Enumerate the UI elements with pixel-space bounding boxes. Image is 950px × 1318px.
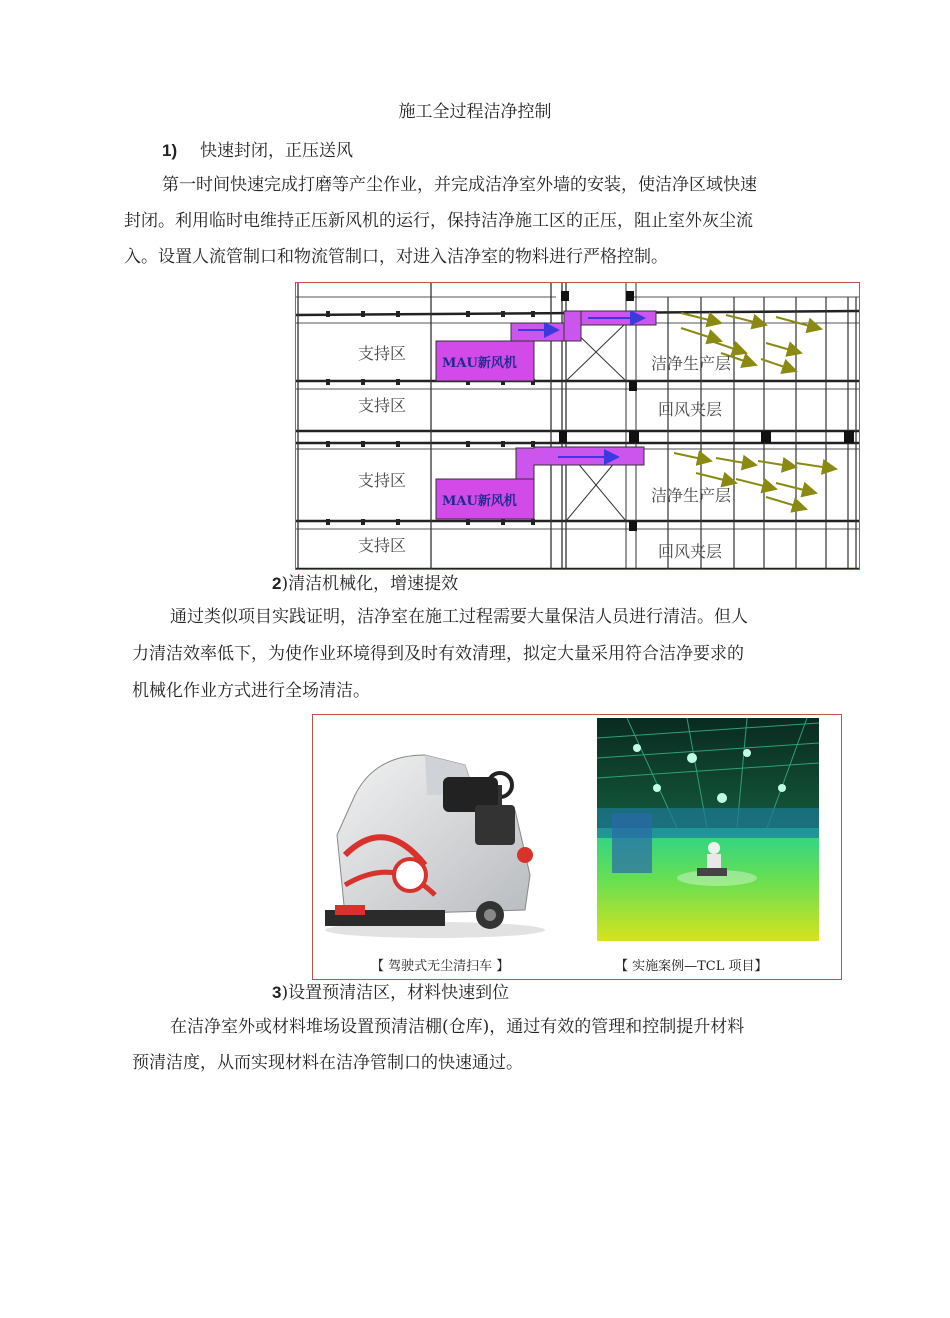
support-zone-label: 支持区	[358, 344, 407, 363]
left-photo-caption: 【 驾驶式无尘清扫车 】	[371, 959, 510, 974]
section-3-line: 在洁净室外或材料堆场设置预清洁棚(仓库)，通过有效的管理和控制提升材料	[170, 1017, 745, 1037]
clean-production-label: 洁净生产层	[651, 354, 732, 373]
section-3-number: 3	[272, 983, 282, 1002]
clean-production-label: 洁净生产层	[651, 486, 732, 505]
section-1-heading: 快速封闭，正压送风	[200, 141, 353, 161]
mau-label: MAU新风机	[442, 356, 517, 371]
right-photo-caption: 【 实施案例—TCL 项目】	[615, 959, 768, 974]
tcl-project-photo-svg	[597, 718, 819, 941]
section-1-line: 封闭。利用临时电维持正压新风机的运行，保持洁净施工区的正压，阻止室外灰尘流	[124, 211, 753, 231]
section-1-number: 1)	[162, 141, 178, 160]
section-2-line: 机械化作业方式进行全场清洁。	[132, 681, 370, 701]
section-1-line: 第一时间快速完成打磨等产尘作业，并完成洁净室外墙的安装，使洁净区域快速	[162, 175, 757, 195]
section-3-heading: )设置预清洁区，材料快速到位	[281, 983, 510, 1003]
tcl-project-photo	[597, 718, 819, 941]
support-zone-label: 支持区	[358, 396, 407, 415]
support-zone-label: 支持区	[358, 536, 407, 555]
section-2-line: 通过类似项目实践证明，洁净室在施工过程需要大量保洁人员进行清洁。但人	[170, 607, 748, 627]
scrubber-machine-image	[315, 725, 545, 955]
pressure-diagram-svg	[296, 283, 860, 570]
mau-label: MAU新风机	[442, 494, 517, 509]
section-2-number: 2	[272, 574, 282, 593]
cleaning-photos-figure	[312, 714, 842, 980]
section-2-line: 力清洁效率低下，为使作业环境得到及时有效清理，拟定大量采用符合洁净要求的	[132, 644, 744, 664]
page-title: 施工全过程洁净控制	[398, 102, 552, 122]
return-air-label: 回风夹层	[658, 400, 723, 419]
support-zone-label: 支持区	[358, 471, 407, 490]
return-air-label: 回风夹层	[658, 542, 723, 561]
section-3-line: 预清洁度，从而实现材料在洁净管制口的快速通过。	[132, 1053, 523, 1073]
section-2-heading-wrap	[272, 572, 458, 596]
section-1-line: 入。设置人流管制口和物流管制口，对进入洁净室的物料进行严格控制。	[124, 247, 668, 267]
pressure-diagram	[295, 282, 860, 570]
section-3-heading-wrap	[272, 981, 509, 1005]
section-2-heading: )清洁机械化，增速提效	[281, 574, 459, 594]
